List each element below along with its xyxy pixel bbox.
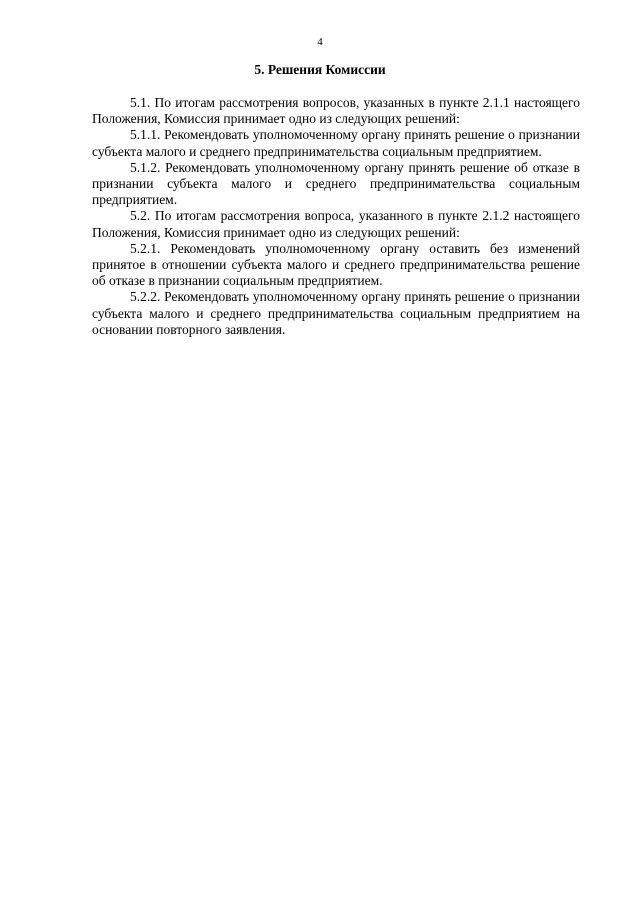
section-title: 5. Решения Комиссии	[254, 62, 386, 77]
paragraph-5-2: 5.2. По итогам рассмотрения вопроса, указанного в пункте 2.1.2 настоящего Положения, Комиссия принимает одно из следующих решений:	[92, 208, 580, 240]
paragraph-5-1-2: 5.1.2. Рекомендовать уполномоченному органу принять решение об отказе в признании субъекта малого и среднего предпринимательства социальным предприятием.	[92, 159, 580, 208]
section-body	[92, 95, 580, 338]
paragraph-5-1-1: 5.1.1. Рекомендовать уполномоченному органу принять решение о признании субъекта малого и среднего предпринимательства социальным предприятием.	[92, 127, 580, 159]
paragraph-5-2-2: 5.2.2. Рекомендовать уполномоченному органу принять решение о признании субъекта малого и среднего предпринимательства социальным предприятием на основании повторного заявления.	[92, 289, 580, 337]
paragraph-5-1: 5.1. По итогам рассмотрения вопросов, указанных в пункте 2.1.1 настоящего Положения, Комиссия принимает одно из следующих решений:	[92, 95, 580, 127]
paragraph-5-2-1: 5.2.1. Рекомендовать уполномоченному органу оставить без изменений принятое в отношении субъекта малого и среднего предпринимательства решение об отказе в признании социальным предприятием.	[92, 240, 580, 289]
page-number: 4	[317, 36, 323, 48]
